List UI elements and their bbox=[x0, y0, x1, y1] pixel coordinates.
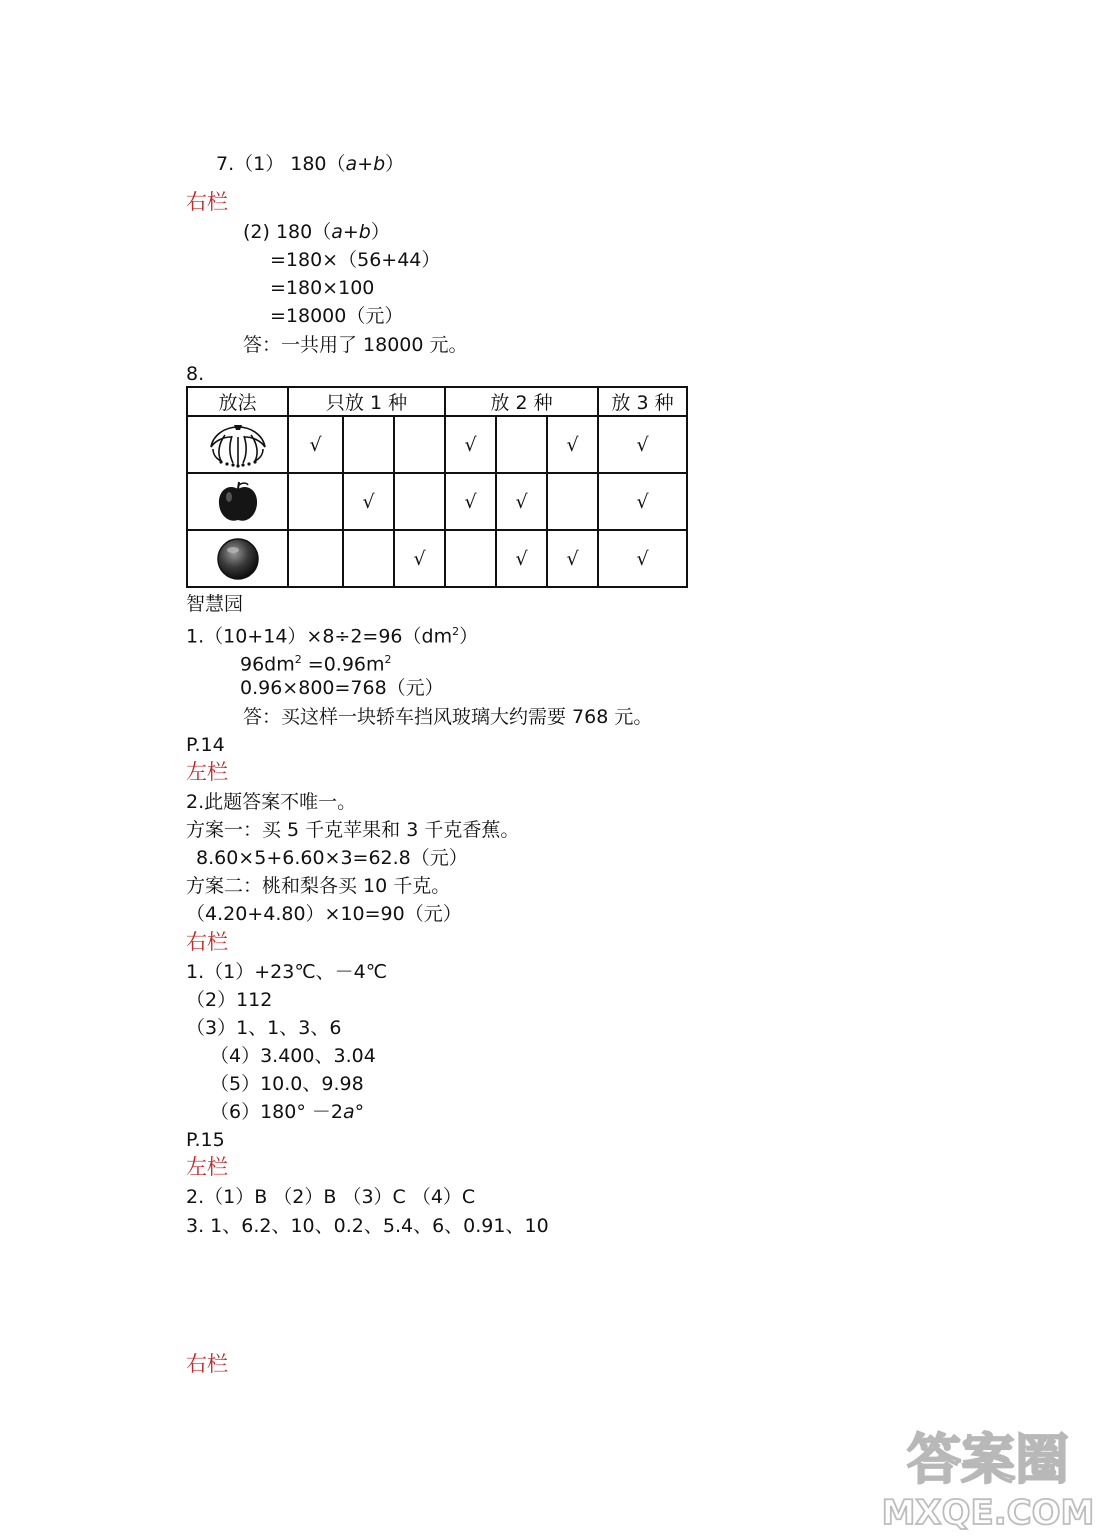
q7-answer: 答：一共用了 18000 元。 bbox=[243, 334, 468, 356]
apple-icon bbox=[187, 473, 288, 530]
watermark-url: MXQE.COM bbox=[881, 1493, 1095, 1533]
cell: √ bbox=[547, 530, 598, 587]
column-label-right: 右栏 bbox=[186, 1352, 228, 1376]
p14-r5: （5）10.0、9.98 bbox=[210, 1073, 364, 1095]
cell: √ bbox=[496, 473, 547, 530]
q7-line-1: 7.（1） 180（a+b） bbox=[216, 153, 405, 175]
peach-icon bbox=[187, 530, 288, 587]
p14-r2: （2）112 bbox=[186, 989, 273, 1011]
cell bbox=[288, 473, 343, 530]
q7-line-2: (2) 180（a+b） bbox=[243, 221, 390, 243]
cell: √ bbox=[598, 473, 687, 530]
table-row bbox=[187, 530, 687, 587]
p14-r1: 1.（1）+23℃、－4℃ bbox=[186, 961, 388, 983]
table-row bbox=[187, 473, 687, 530]
cell: √ bbox=[496, 530, 547, 587]
zhihui-line-2: $96dm^2 =0.96m^2$ bbox=[240, 653, 392, 676]
p14-plan1-calc: 8.60×5+6.60×3=62.8（元） bbox=[196, 847, 468, 869]
zhihui-line-3: 0.96×800=768（元） bbox=[240, 677, 444, 699]
header-three-kinds: 放 3 种 bbox=[598, 387, 687, 416]
header-two-kinds: 放 2 种 bbox=[445, 387, 598, 416]
p14-plan1: 方案一：买 5 千克苹果和 3 千克香蕉。 bbox=[186, 819, 520, 841]
cell bbox=[343, 530, 394, 587]
page-marker-p15: P.15 bbox=[186, 1129, 225, 1151]
section-title-zhihuiyuan: 智慧园 bbox=[186, 593, 244, 615]
header-method: 放法 bbox=[187, 387, 288, 416]
cell bbox=[288, 530, 343, 587]
p14-plan2-calc: （4.20+4.80）×10=90（元） bbox=[186, 903, 462, 925]
zhihui-line-1: $1.(10+14)\times 8\div 2=96(dm^2)$ bbox=[186, 625, 479, 648]
column-label-left: 左栏 bbox=[186, 1155, 228, 1179]
cell: √ bbox=[445, 416, 496, 473]
cell bbox=[547, 473, 598, 530]
watermark-logo bbox=[873, 1416, 1103, 1536]
zhihui-answer: 答：买这样一块轿车挡风玻璃大约需要 768 元。 bbox=[243, 706, 653, 728]
p15-q2: 2.（1）B （2）B （3）C （4）C bbox=[186, 1186, 476, 1208]
p14-plan2: 方案二：桃和梨各买 10 千克。 bbox=[186, 875, 451, 897]
watermark-text: 答案圈 bbox=[907, 1428, 1069, 1491]
cell bbox=[394, 473, 445, 530]
cell: √ bbox=[394, 530, 445, 587]
cell: √ bbox=[343, 473, 394, 530]
cell bbox=[343, 416, 394, 473]
cell: √ bbox=[445, 473, 496, 530]
q7-line-4: =180×100 bbox=[270, 277, 375, 299]
header-one-kind: 只放 1 种 bbox=[288, 387, 445, 416]
cell: √ bbox=[598, 416, 687, 473]
column-label-right: 右栏 bbox=[186, 930, 228, 954]
cell bbox=[445, 530, 496, 587]
q7-line-3: =180×（56+44） bbox=[270, 249, 441, 271]
cell: √ bbox=[288, 416, 343, 473]
table-header-row bbox=[187, 387, 687, 416]
p14-q2: 2.此题答案不唯一。 bbox=[186, 791, 357, 813]
q7-line-5: =18000（元） bbox=[270, 305, 404, 327]
cell: √ bbox=[598, 530, 687, 587]
cell bbox=[496, 416, 547, 473]
p14-r3: （3）1、1、3、6 bbox=[186, 1017, 342, 1039]
page-marker-p14: P.14 bbox=[186, 734, 225, 756]
p15-q3: 3. 1、6.2、10、0.2、5.4、6、0.91、10 bbox=[186, 1215, 549, 1237]
q8-label: 8. bbox=[186, 363, 205, 385]
column-label-left: 左栏 bbox=[186, 760, 228, 784]
p14-r6: （6）180° －2a° bbox=[210, 1101, 365, 1123]
cell bbox=[394, 416, 445, 473]
column-label-right: 右栏 bbox=[186, 190, 228, 214]
p14-r4: （4）3.400、3.04 bbox=[210, 1045, 376, 1067]
cell: √ bbox=[547, 416, 598, 473]
banana-icon bbox=[187, 416, 288, 473]
fruit-table bbox=[186, 386, 688, 588]
table-row bbox=[187, 416, 687, 473]
